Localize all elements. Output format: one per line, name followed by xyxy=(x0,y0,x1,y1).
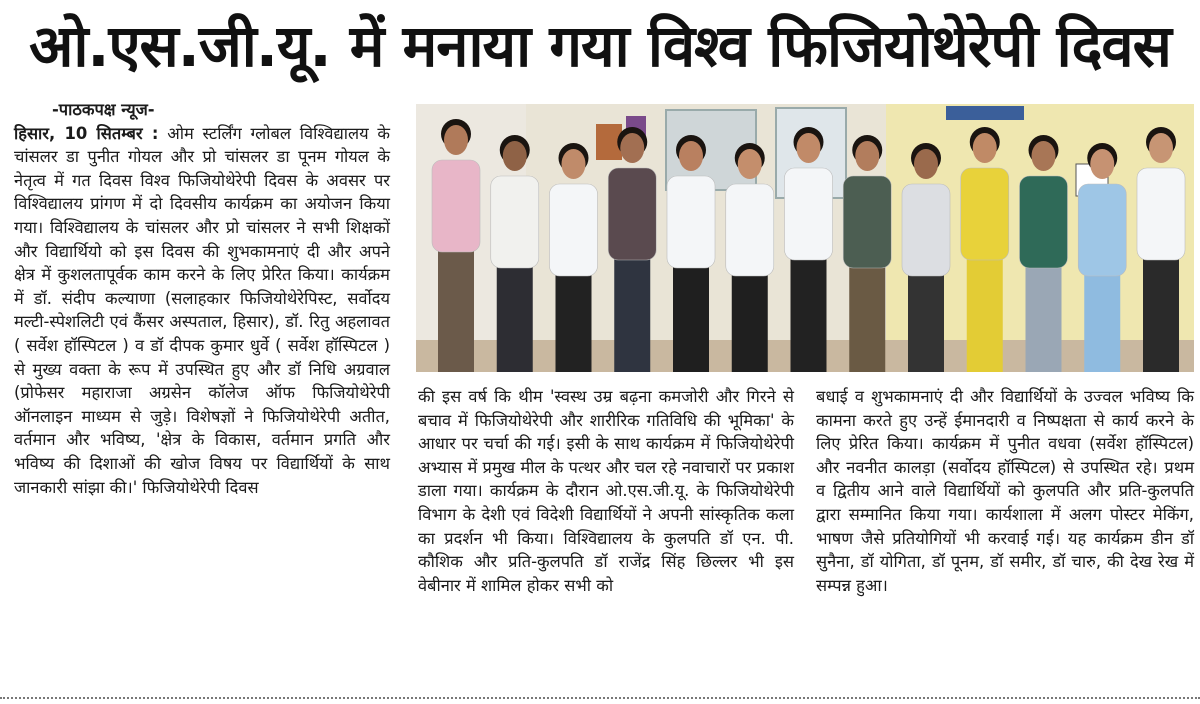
dateline: हिसार, 10 सितम्बर : xyxy=(14,123,159,143)
article-column-3: बधाई व शुभकामनाएं दी और विद्यार्थियों के उज्वल भविष्य कि कामना करते हुए उन्हें ईमानदारी व निष्पक्षता से कार्य करने के लिए प्रेरित किया। कार्यक्रम में पुनीत वधवा (सर्वेश हॉस्पिटल) और नवनीत कालड़ा (सर्वोदय हॉस्पिटल) से उपस्थित रहे। प्रथम व द्वितीय आने वाले विद्यार्थियों को कुलपति और प्रति-कुलपति द्वारा सम्मानित किया गया। कार्यशाला में अलग पोस्टर मेकिंग, भाषण जैसे प्रतियोगियों भी करवाई गई। यह कार्यक्रम डीन डॉ सुनैना, डॉ योगिता, डॉ पूनम, डॉ समीर, डॉ चारु, की देख रेख में सम्पन्न हुआ। xyxy=(816,387,1194,595)
person-face xyxy=(855,141,879,171)
person-lower xyxy=(967,254,1003,372)
person-torso xyxy=(726,184,774,276)
event-photo xyxy=(416,104,1194,372)
person-torso xyxy=(843,176,891,268)
person-lower xyxy=(908,270,944,372)
source-credit: -पाठकपक्ष न्यूज- xyxy=(52,100,155,119)
person-face xyxy=(444,125,468,155)
person-lower xyxy=(1143,254,1179,372)
headline: ओ.एस.जी.यू. में मनाया गया विश्व फिजियोथेरेपी दिवस xyxy=(29,11,1171,80)
person-lower xyxy=(673,262,709,372)
person-lower xyxy=(1026,262,1062,372)
person-torso xyxy=(785,168,833,260)
person-torso xyxy=(608,168,656,260)
person-face xyxy=(620,133,644,163)
person-face xyxy=(738,149,762,179)
person-lower xyxy=(497,262,533,372)
bottom-divider xyxy=(0,697,1200,699)
person-torso xyxy=(1078,184,1126,276)
person-lower xyxy=(438,246,474,372)
person-face xyxy=(503,141,527,171)
person-face xyxy=(562,149,586,179)
group-photo-illustration xyxy=(416,104,1194,372)
article-column-2: की इस वर्ष कि थीम 'स्वस्थ उम्र बढ़ना कमजोरी और गिरने से बचाव में फिजियोथेरेपी और शारीरिक गतिविधि की भूमिका' के आधार पर चर्चा की गई। इसी के साथ कार्यक्रम में फिजियोथेरेपी अभ्यास में प्रमुख मील के पत्थर और चल रहे नवाचारों पर प्रकाश डाला गया। कार्यक्रम के दौरान ओ.एस.जी.यू. के फिजियोथेरेपी विभाग के देशी एवं विदेशी विद्यार्थियों ने अपनी सांस्कृतिक कला का प्रदर्शन भी किया। विश्विद्यालय के कुलपति डॉ एन. पी. कौशिक और प्रति-कुलपति डॉ राजेंद्र सिंह छिल्लर भी इस वेबीनार में शामिल होकर सभी को xyxy=(418,387,794,595)
person-torso xyxy=(491,176,539,268)
person-torso xyxy=(961,168,1009,260)
photo-sign xyxy=(946,106,1024,120)
person-lower xyxy=(614,254,650,372)
person-face xyxy=(1149,133,1173,163)
person-torso xyxy=(902,184,950,276)
article-column-1 xyxy=(14,98,390,499)
person-lower xyxy=(849,262,885,372)
person-lower xyxy=(1084,270,1120,372)
article-text-1: ओम स्टर्लिंग ग्लोबल विश्विद्यालय के चांसलर डा पुनीत गोयल और प्रो चांसलर डा पूनम गोयल के नेतृत्व में गत दिवस विश्व फिजियोथेरेपी दिवस के अवसर पर विश्विद्यालय प्रांगण में दो दिवसीय कार्यक्रम का अयोजन किया गया। विश्विद्यालय के चांसलर और प्रो चांसलर ने सभी शिक्षकों और विद्यार्थियो को इस दिवस की शुभकामनाएं दी और अपने क्षेत्र में कुशलतापूर्वक काम करने के लिए प्रेरित किया। कार्यक्रम में डॉ. संदीप कल्याणा (सलाहकार फिजियोथेरेपिस्ट, सर्वोदय मल्टी-स्पेशलिटी एवं कैंसर अस्पताल, हिसार), डॉ. रितु अहलावत ( सर्वेश हॉस्पिटल ) व डॉ दीपक कुमार धुर्वे ( सर्वेश हॉस्पिटल ) से मुख्य वक्ता के रूप में उपस्थित हुए और डॉ निधि अग्रवाल (प्रोफेसर महाराजा अग्रसेन कॉलेज ऑफ फिजियोथेरेपी ऑनलाइन माध्यम से जुड़े। विशेषज्ञों ने फिजियोथेरेपी अतीत, वर्तमान और भविष्य, 'क्षेत्र के विकास, वर्तमान प्रगति और भविष्य की दिशाओं की खोज विषय पर विद्यार्थियों के साथ जानकारी सांझा की।' फिजियोथेरेपी दिवस xyxy=(14,123,390,497)
person-lower xyxy=(556,270,592,372)
person-face xyxy=(1090,149,1114,179)
person-face xyxy=(1032,141,1056,171)
person-face xyxy=(973,133,997,163)
person-torso xyxy=(432,160,480,252)
person-torso xyxy=(1020,176,1068,268)
person-face xyxy=(797,133,821,163)
person-lower xyxy=(732,270,768,372)
person-torso xyxy=(550,184,598,276)
person-face xyxy=(679,141,703,171)
person-lower xyxy=(791,254,827,372)
person-torso xyxy=(667,176,715,268)
person-face xyxy=(914,149,938,179)
person-torso xyxy=(1137,168,1185,260)
